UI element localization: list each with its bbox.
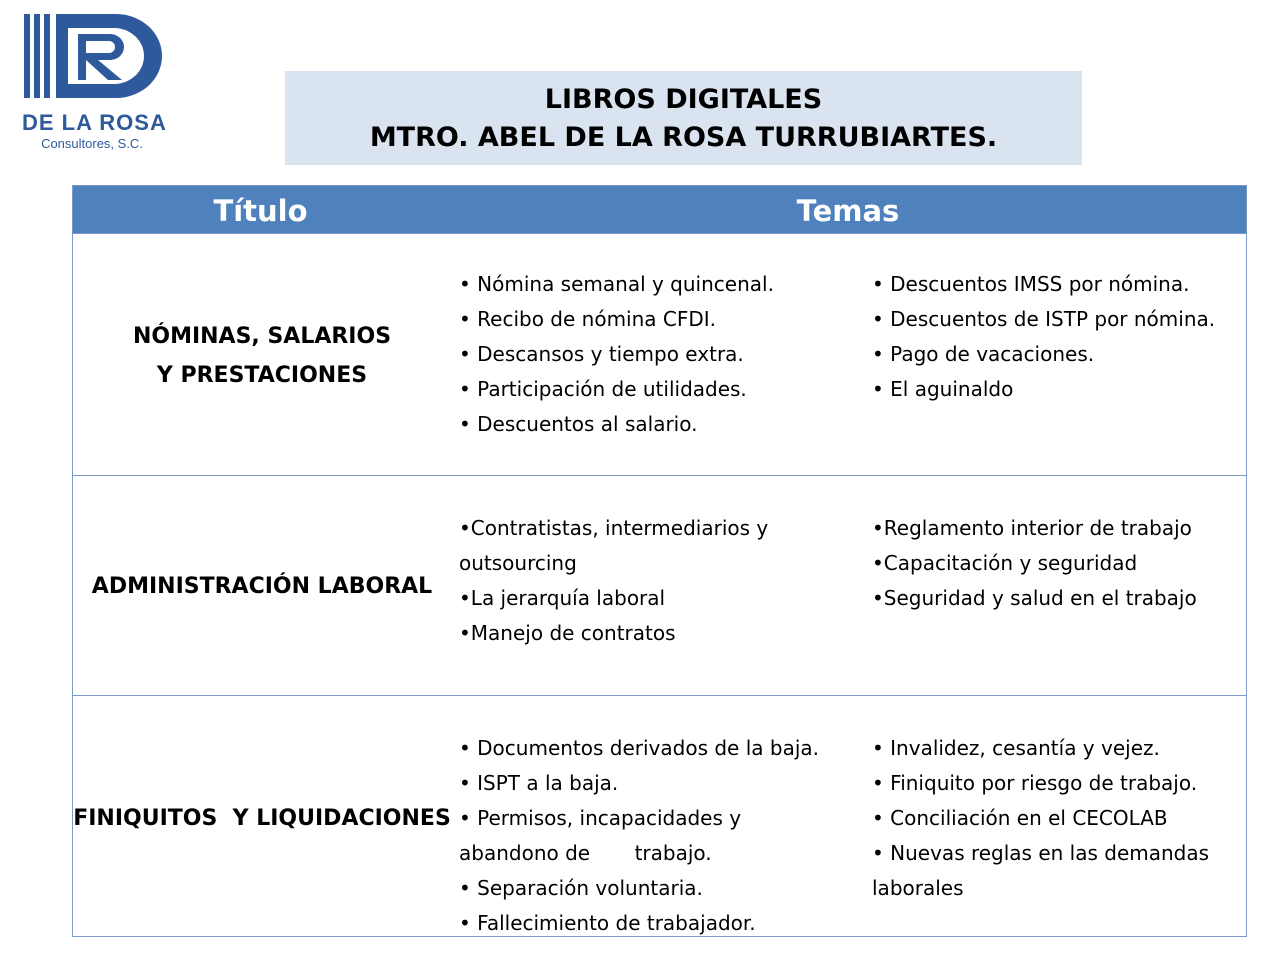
table-row (73, 475, 1246, 695)
topic-item: •Seguridad y salud en el trabajo (872, 586, 1197, 610)
topic-item: • Descuentos de ISTP por nómina. (872, 307, 1216, 331)
row-title-line: Y PRESTACIONES (156, 363, 368, 388)
topic-item-continuation: abandono de trabajo. (459, 841, 712, 865)
topic-item: • Nómina semanal y quincenal. (459, 272, 774, 296)
column-header-topics: Temas (796, 194, 900, 228)
topic-item: • Invalidez, cesantía y vejez. (872, 736, 1160, 760)
logo-company-subtitle: Consultores, S.C. (41, 136, 143, 151)
topics-column-left (459, 511, 859, 651)
books-table (72, 185, 1247, 937)
topic-item: •Manejo de contratos (459, 621, 676, 645)
row-title (73, 799, 451, 838)
row-title-line: NÓMINAS, SALARIOS (132, 324, 392, 349)
header-banner (285, 71, 1082, 165)
topic-item: • Permisos, incapacidades y (459, 806, 742, 830)
topic-item: • Conciliación en el CECOLAB (872, 806, 1168, 830)
topics-column-right (872, 731, 1272, 906)
topics-column-left (459, 731, 859, 941)
topic-item: • Descuentos al salario. (459, 412, 698, 436)
topic-item: • Descuentos IMSS por nómina. (872, 272, 1190, 296)
table-row (73, 695, 1246, 937)
row-title-line: FINIQUITOS Y LIQUIDACIONES (73, 806, 451, 831)
logo-company-name: DE LA ROSA (22, 110, 167, 135)
column-header-title: Título (213, 194, 308, 228)
topic-item: •Contratistas, intermediarios y (459, 516, 769, 540)
topic-item: • Nuevas reglas en las demandas (872, 841, 1210, 865)
row-title-line: ADMINISTRACIÓN LABORAL (91, 574, 433, 599)
table-header (73, 186, 1246, 233)
topic-item-continuation: outsourcing (459, 551, 577, 575)
topics-column-left (459, 267, 859, 442)
row-title (73, 317, 451, 395)
row-title (73, 567, 451, 606)
topic-item: • ISPT a la baja. (459, 771, 619, 795)
topic-item: •Reglamento interior de trabajo (872, 516, 1192, 540)
header-title: LIBROS DIGITALES (544, 84, 823, 115)
topic-item: • Descansos y tiempo extra. (459, 342, 744, 366)
dr-logo-mark (24, 12, 166, 100)
topic-item: • Recibo de nómina CFDI. (459, 307, 717, 331)
topic-item: • El aguinaldo (872, 377, 1014, 401)
topic-item: •La jerarquía laboral (459, 586, 666, 610)
topic-item-continuation: laborales (872, 876, 964, 900)
topic-item: • Fallecimiento de trabajador. (459, 911, 756, 935)
topic-item: • Separación voluntaria. (459, 876, 703, 900)
table-row (73, 233, 1246, 475)
topic-item: •Capacitación y seguridad (872, 551, 1138, 575)
company-logo (22, 12, 172, 157)
header-author: MTRO. ABEL DE LA ROSA TURRUBIARTES. (369, 122, 998, 153)
topic-item: • Pago de vacaciones. (872, 342, 1095, 366)
topic-item: • Documentos derivados de la baja. (459, 736, 820, 760)
topics-column-right (872, 511, 1272, 616)
topic-item: • Finiquito por riesgo de trabajo. (872, 771, 1198, 795)
topics-column-right (872, 267, 1272, 407)
topic-item: • Participación de utilidades. (459, 377, 747, 401)
